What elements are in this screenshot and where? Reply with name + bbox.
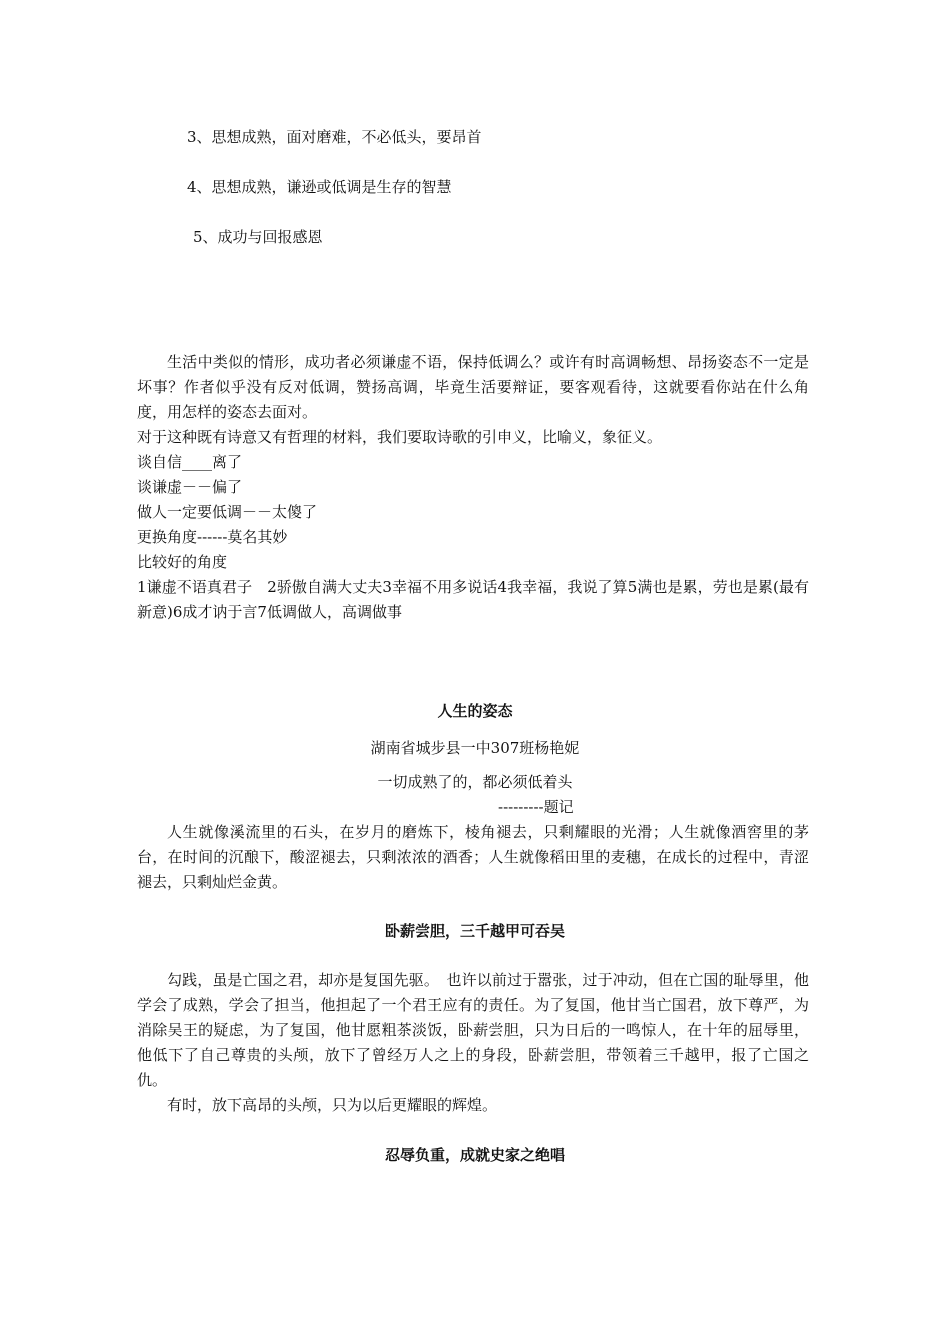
essay-author: 湖南省城步县一中307班杨艳妮 — [370, 739, 580, 757]
discussion-note: 对于这种既有诗意又有哲理的材料，我们要取诗歌的引申义，比喻义，象征义。 — [137, 428, 663, 446]
discussion-good-angles-label: 比较好的角度 — [137, 553, 228, 571]
section-body-goujian: 勾践，虽是亡国之君，却亦是复国先驱。 也许以前过于嚣张，过于冲动，但在亡国的耻辱里，他学会了成熟，学会了担当，他担起了一个君王应有的责任。为了复国，他甘当亡国君，放下尊严，为消除吴王的疑虑，为了复国，他甘愿粗茶淡饭，卧薪尝胆，只为日后的一鸣惊人，在十年的屈辱里，他低下了自己尊贵的头颅，放下了曾经万人之上的身段，卧薪尝胆，带领着三千越甲，报了亡国之仇。 — [137, 971, 809, 1089]
discussion-angle-list: 1谦虚不语真君子 2骄傲自满大丈夫3幸福不用多说话4我幸福，我说了算5满也是累，劳也是累(最有新意)6成才讷于言7低调做人，高调做事 — [137, 578, 809, 621]
discussion-modesty: 谈谦虚－－偏了 — [137, 478, 243, 496]
discussion-paragraph: 生活中类似的情形，成功者必须谦虚不语，保持低调么？或许有时高调畅想、昂扬姿态不一定是坏事？作者似乎没有反对低调，赞扬高调，毕竟生活要辩证，要客观看待，这就要看你站在什么角度，用怎样的姿态去面对。 — [137, 353, 809, 421]
section-heading-goujian: 卧薪尝胆，三千越甲可吞吴 — [384, 922, 565, 940]
discussion-confidence: 谈自信____离了 — [137, 453, 243, 471]
essay-epigraph: 一切成熟了的，都必须低着头 — [377, 773, 573, 791]
discussion-low-profile: 做人一定要低调－－太傻了 — [137, 503, 318, 521]
outline-item-3: 3、思想成熟，面对磨难，不必低头，要昂首 — [187, 128, 482, 146]
essay-title: 人生的姿态 — [437, 702, 513, 720]
outline-item-5: 5、成功与回报感恩 — [193, 228, 323, 246]
outline-item-4: 4、思想成熟，谦逊或低调是生存的智慧 — [187, 178, 452, 196]
essay-epigraph-source: ---------题记 — [498, 798, 574, 816]
discussion-change-angle: 更换角度------莫名其妙 — [137, 528, 288, 546]
essay-intro-paragraph: 人生就像溪流里的石头，在岁月的磨炼下，棱角褪去，只剩耀眼的光滑；人生就像酒窖里的茅台，在时间的沉酿下，酸涩褪去，只剩浓浓的酒香；人生就像稻田里的麦穗，在成长的过程中，青涩褪去，只剩灿烂金黄。 — [137, 823, 809, 891]
section-conclusion-goujian: 有时，放下高昂的头颅，只为以后更耀眼的辉煌。 — [167, 1096, 498, 1114]
section-heading-sima-qian: 忍辱负重，成就史家之绝唱 — [384, 1146, 565, 1164]
